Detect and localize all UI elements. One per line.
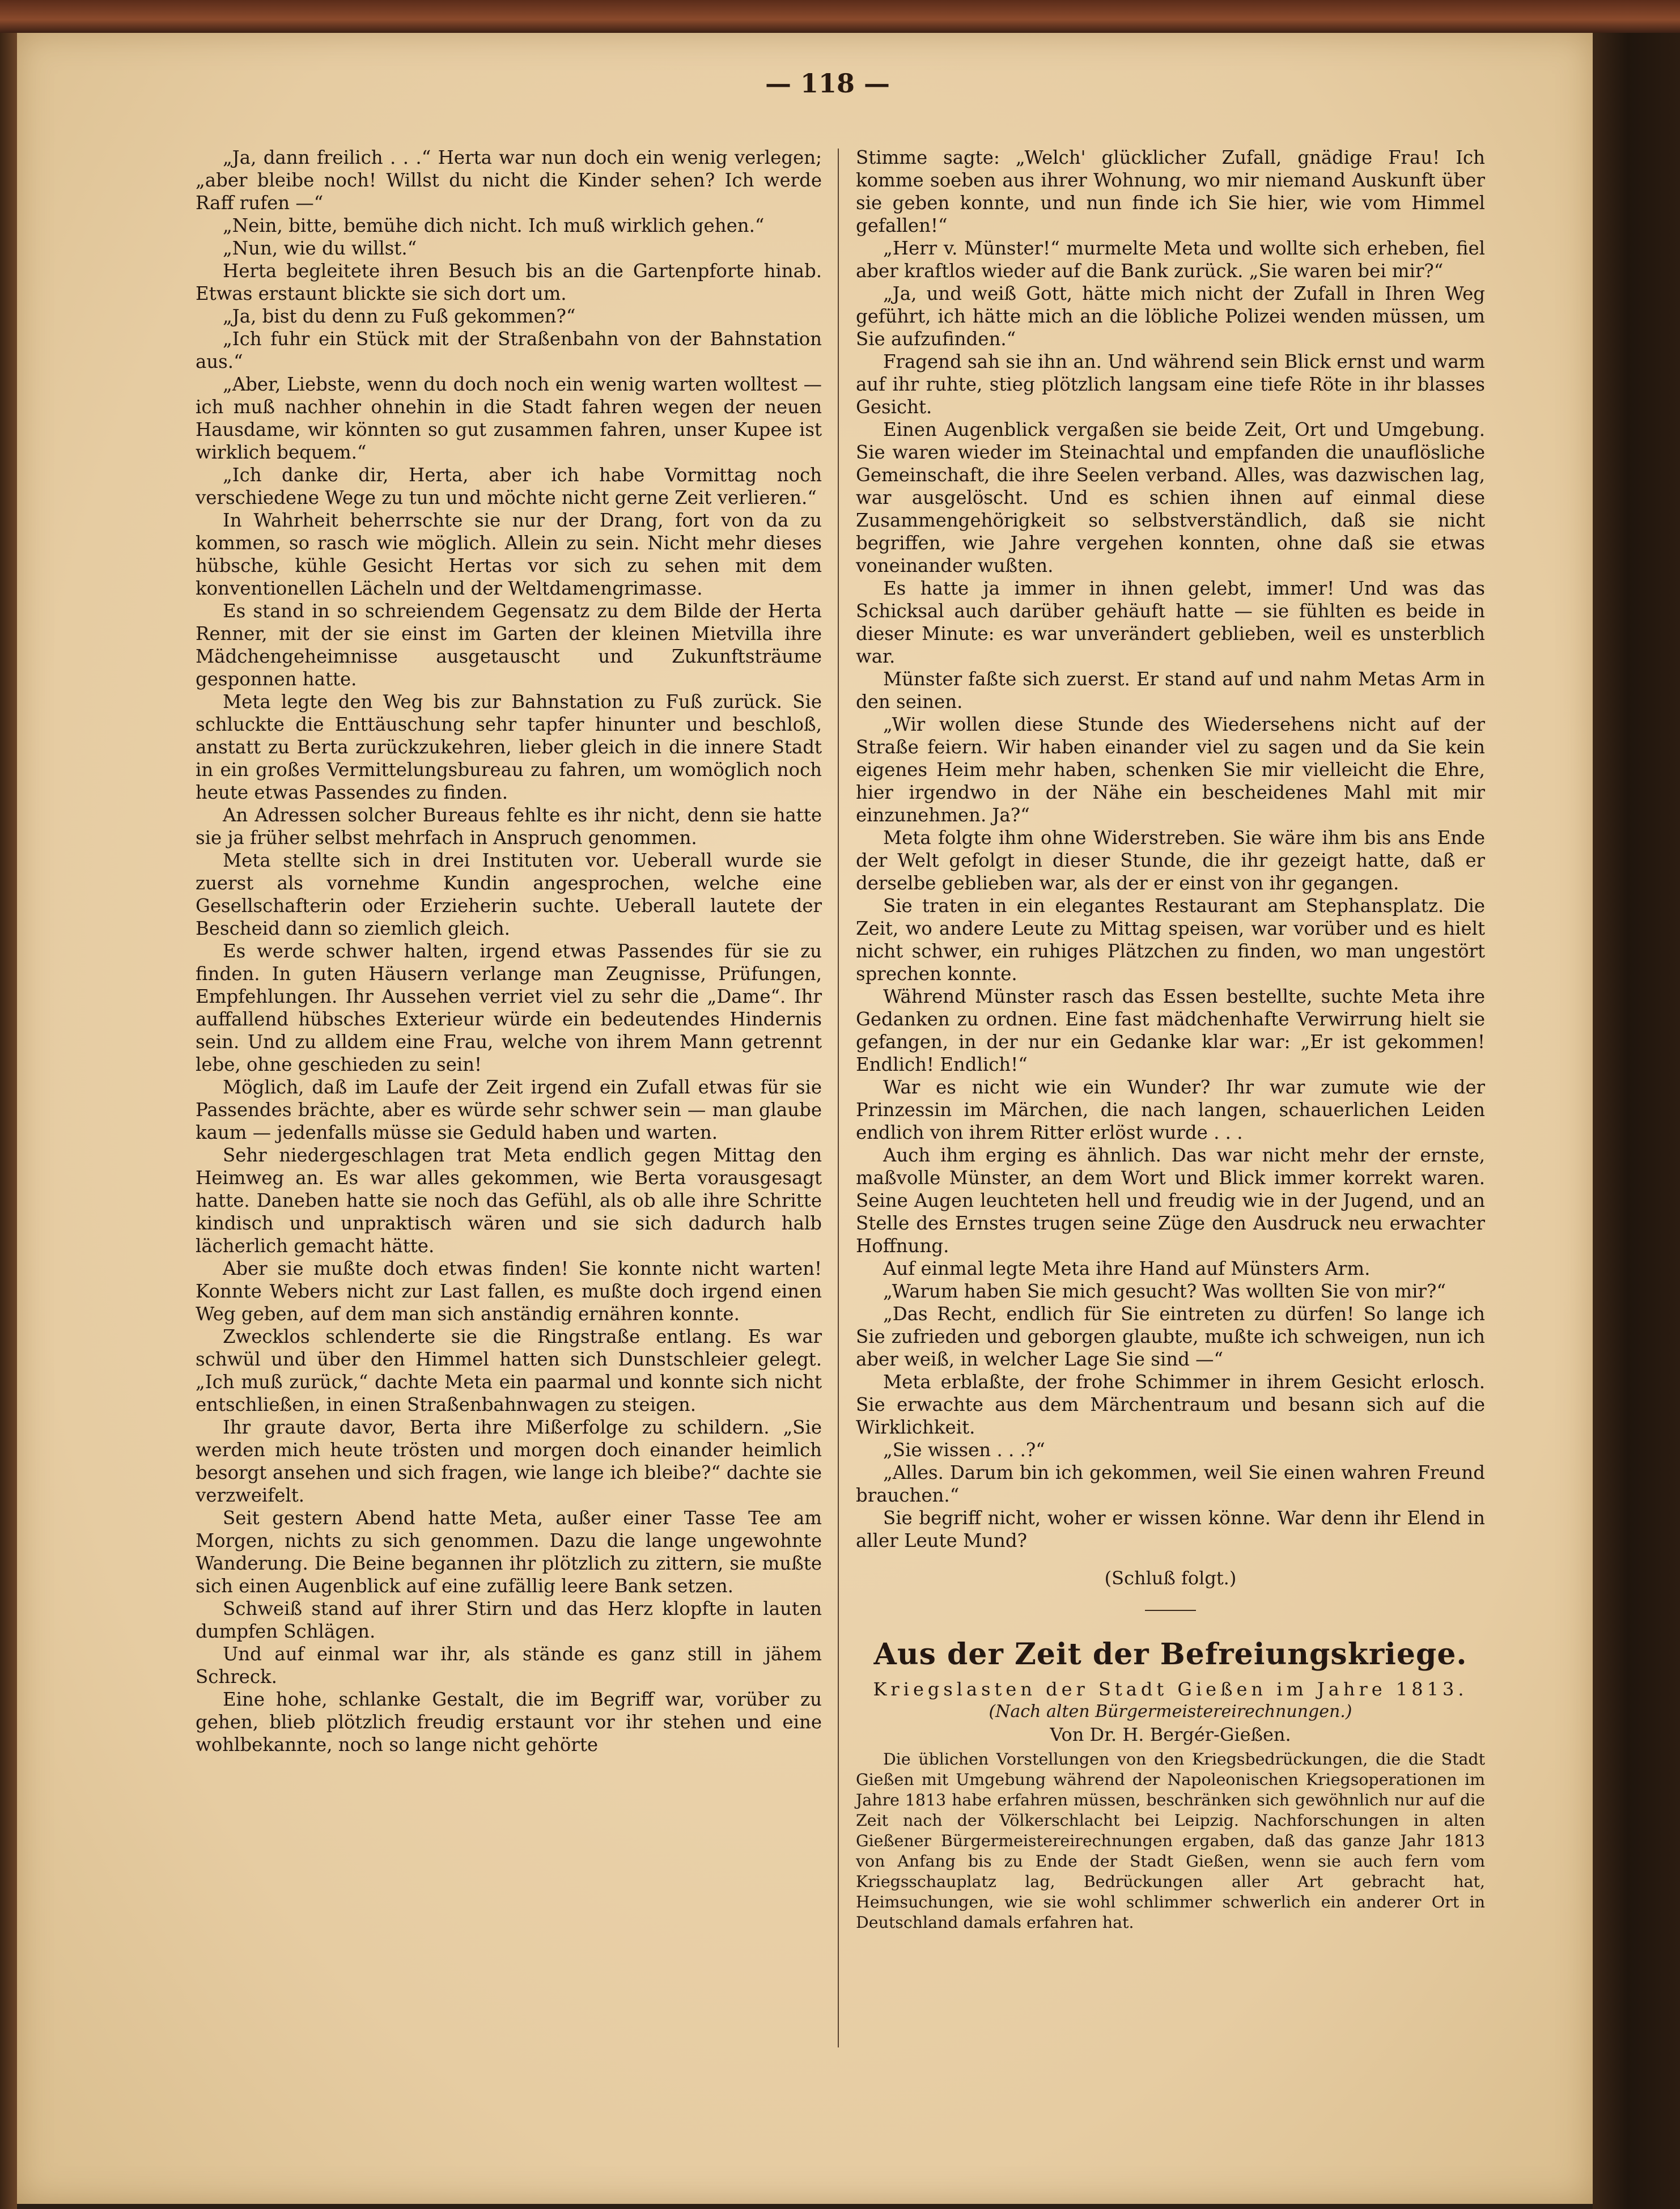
paragraph: Sie begriff nicht, woher er wissen könne. War denn ihr Elend in aller Leute Mund? — [856, 1507, 1485, 1551]
paragraph: Seit gestern Abend hatte Meta, außer einer Tasse Tee am Morgen, nichts zu sich genommen. Dazu die lange ungewohnte Wanderung. Die Beine begannen ihr plötzlich zu zittern, sie mußte sich einen Augenblick auf eine zufällig leere Bank setzen. — [196, 1507, 822, 1597]
paragraph: „Sie wissen . . .?“ — [883, 1439, 1045, 1461]
paragraph: „Wir wollen diese Stunde des Wiedersehens nicht auf der Straße feiern. Wir haben einander viel zu sagen und da Sie kein eigenes Heim mehr haben, schenken Sie mir vielleicht die Ehre, hier irgendwo in der Nähe ein bescheidenes Mahl mit mir einzunehmen. Ja?“ — [856, 714, 1485, 826]
paragraph: Meta legte den Weg bis zur Bahnstation zu Fuß zurück. Sie schluckte die Enttäuschung sehr tapfer hinunter und beschloß, anstatt zu Berta zurückzukehren, lieber gleich in die innere Stadt in ein großes Vermittelungsbureau zu fahren, um womöglich noch heute etwas Passendes zu finden. — [196, 691, 822, 803]
paragraph: „Ja, dann freilich . . .“ Herta war nun doch ein wenig verlegen; „aber bleibe noch! Willst du nicht die Kinder sehen? Ich werde Raff rufen —“ — [196, 147, 822, 214]
paragraph: Ihr graute davor, Berta ihre Mißerfolge zu schildern. „Sie werden mich heute trösten und morgen doch einander heimlich besorgt ansehen und sich fragen, wie lange ich bleibe?“ dachte sie verzweifelt. — [196, 1417, 822, 1506]
paragraph: „Ich danke dir, Herta, aber ich habe Vormittag noch verschiedene Wege zu tun und möchte nicht gerne Zeit verlieren.“ — [196, 464, 822, 508]
paragraph: War es nicht wie ein Wunder? Ihr war zumute wie der Prinzessin im Märchen, die nach langen, schauerlichen Leiden endlich von ihrem Ritter erlöst wurde . . . — [856, 1076, 1485, 1143]
paragraph: Stimme sagte: „Welch' glücklicher Zufall, gnädige Frau! Ich komme soeben aus ihrer Wohnung, wo mir niemand Auskunft über sie geben konnte, und nun finde ich Sie hier, wie vom Himmel gefallen!“ — [856, 147, 1485, 236]
book-binding-right — [1593, 33, 1680, 2209]
column-divider — [838, 149, 839, 2047]
paragraph: Einen Augenblick vergaßen sie beide Zeit, Ort und Umgebung. Sie waren wieder im Steinachtal und empfanden die unauflösliche Gemeinschaft, die ihre Seelen verband. Alles, was dazwischen lag, war ausgelöscht. Und es schien ihnen auf einmal diese Zusammengehörigkeit so selbstverständlich, daß sie nicht begriffen, wie Jahre vergehen konnten, ohne daß sie etwas voneinander wußten. — [856, 419, 1485, 576]
paragraph: Und auf einmal war ihr, als stände es ganz still in jähem Schreck. — [196, 1643, 822, 1688]
paragraph: Während Münster rasch das Essen bestellte, suchte Meta ihre Gedanken zu ordnen. Eine fast mädchenhafte Verwirrung hielt sie gefangen, in der nur ein Gedanke klar war: „Er ist gekommen! Endlich! Endlich!“ — [856, 986, 1485, 1075]
paragraph: Meta folgte ihm ohne Widerstreben. Sie wäre ihm bis ans Ende der Welt gefolgt in dieser Stunde, die ihr gezeigt hatte, daß er derselbe geblieben war, als der er einst von ihr gegangen. — [856, 827, 1485, 894]
paragraph: „Herr v. Münster!“ murmelte Meta und wollte sich erheben, fiel aber kraftlos wieder auf die Bank zurück. „Sie waren bei mir?“ — [856, 238, 1485, 282]
book-gutter-left — [0, 33, 17, 2209]
paragraph: „Ja, und weiß Gott, hätte mich nicht der Zufall in Ihren Weg geführt, ich hätte mich an die löbliche Polizei wenden müssen, um Sie aufzufinden.“ — [856, 283, 1485, 350]
paragraph: Fragend sah sie ihn an. Und während sein Blick ernst und warm auf ihr ruhte, stieg plötzlich langsam eine tiefe Röte in ihr blasses Gesicht. — [856, 351, 1485, 418]
paragraph: „Alles. Darum bin ich gekommen, weil Sie einen wahren Freund brauchen.“ — [856, 1462, 1485, 1506]
paragraph: Es hatte ja immer in ihnen gelebt, immer! Und was das Schicksal auch darüber gehäuft hatte — sie fühlten es beide in dieser Minute: es war unverändert geblieben, weil es unsterblich war. — [856, 578, 1485, 667]
paragraph: Münster faßte sich zuerst. Er stand auf und nahm Metas Arm in den seinen. — [856, 668, 1485, 713]
book-binding-top — [0, 0, 1680, 33]
paragraph: „Warum haben Sie mich gesucht? Was wollten Sie von mir?“ — [883, 1281, 1446, 1302]
paragraph: „Nein, bitte, bemühe dich nicht. Ich muß wirklich gehen.“ — [223, 215, 765, 236]
paragraph: „Ja, bist du denn zu Fuß gekommen?“ — [223, 306, 576, 327]
paragraph: Es stand in so schreiendem Gegensatz zu dem Bilde der Herta Renner, mit der sie einst im Garten der kleinen Mietvilla ihre Mädchengeheimnisse ausgetauscht und Zukunftsträume gesponnen hatte. — [196, 600, 822, 690]
left-column — [196, 146, 822, 1756]
paragraph: Sehr niedergeschlagen trat Meta endlich gegen Mittag den Heimweg an. Es war alles gekommen, wie Berta vorausgesagt hatte. Daneben hatte sie noch das Gefühl, als ob alle ihre Schritte kindisch und unpraktisch wären und sie sich dadurch halb lächerlich gemacht hätte. — [196, 1144, 822, 1257]
paragraph: Zwecklos schlenderte sie die Ringstraße entlang. Es war schwül und über den Himmel hatten sich Dunstschleier gelegt. „Ich muß zurück,“ dachte Meta ein paarmal und konnte sich nicht entschließen, in einen Straßenbahnwagen zu steigen. — [196, 1326, 822, 1415]
article-separator — [1145, 1610, 1196, 1611]
article-headline: Aus der Zeit der Befreiungskriege. — [873, 1637, 1467, 1672]
article-subnote: (Nach alten Bürgermeistereirechnungen.) — [989, 1702, 1352, 1722]
paragraph: „Nun, wie du willst.“ — [223, 238, 417, 259]
paragraph: Es werde schwer halten, irgend etwas Passendes für sie zu finden. In guten Häusern verlange man Zeugnisse, Prüfungen, Empfehlungen. Ihr Aussehen verriet viel zu sehr die „Dame“. Ihr auffallend hübsches Exterieur würde ein bedeutendes Hindernis sein. Und zu alldem eine Frau, welche von ihrem Mann getrennt lebe, ohne geschieden zu sein! — [196, 940, 822, 1075]
paragraph: Auch ihm erging es ähnlich. Das war nicht mehr der ernste, maßvolle Münster, an dem Wort und Blick immer korrekt waren. Seine Augen leuchteten hell und freudig wie in der Jugend, und an Stelle des Ernstes trugen seine Züge den Ausdruck neu erwachter Hoffnung. — [856, 1144, 1485, 1257]
article-subtitle: Kriegslasten der Stadt Gießen im Jahre 1813. — [873, 1678, 1468, 1700]
paragraph: Schweiß stand auf ihrer Stirn und das Herz klopfte in lauten dumpfen Schlägen. — [196, 1598, 822, 1642]
paragraph: Sie traten in ein elegantes Restaurant am Stephansplatz. Die Zeit, wo andere Leute zu Mittag speisen, war vorüber und es hielt nicht schwer, ein ruhiges Plätzchen zu finden, wo man ungestört sprechen konnte. — [856, 895, 1485, 985]
paragraph: Eine hohe, schlanke Gestalt, die im Begriff war, vorüber zu gehen, blieb plötzlich freudig erstaunt vor ihr stehen und eine wohlbekannte, noch so lange nicht gehörte — [196, 1689, 822, 1756]
paragraph: „Aber, Liebste, wenn du doch noch ein wenig warten wolltest — ich muß nachher ohnehin in die Stadt fahren wegen der neuen Hausdame, wir könnten so gut zusammen fahren, unser Kupee ist wirklich bequem.“ — [196, 374, 822, 463]
article-byline: Von Dr. H. Bergér-Gießen. — [1050, 1724, 1291, 1745]
paragraph: Auf einmal legte Meta ihre Hand auf Münsters Arm. — [883, 1258, 1371, 1279]
paragraph: Meta erblaßte, der frohe Schimmer in ihrem Gesicht erlosch. Sie erwachte aus dem Märchentraum und besann sich auf die Wirklichkeit. — [856, 1371, 1485, 1438]
article-body: Die üblichen Vorstellungen von den Kriegsbedrückungen, die die Stadt Gießen mit Umgebung während der Napoleonischen Kriegsoperationen im Jahre 1813 habe erfahren müssen, beschränken sich gewöhnlich nur auf die Zeit nach der Völkerschlacht bei Leipzig. Nachforschungen in alten Gießener Bürgermeistereirechnungen ergaben, daß das ganze Jahr 1813 von Anfang bis zu Ende der Stadt Gießen, wenn sie auch fern vom Kriegsschauplatz lag, Bedrückungen aller Art gebracht hat, Heimsuchungen, wie sie wohl schlimmer schwerlich ein anderer Ort in Deutschland damals erfahren hat. — [856, 1750, 1485, 1932]
paragraph: „Das Recht, endlich für Sie eintreten zu dürfen! So lange ich Sie zufrieden und geborgen glaubte, mußte ich schweigen, nun ich aber weiß, in welcher Lage Sie sind —“ — [856, 1303, 1485, 1370]
paragraph: Meta stellte sich in drei Instituten vor. Ueberall wurde sie zuerst als vornehme Kundin angesprochen, welche eine Gesellschafterin oder Erzieherin suchte. Ueberall lautete der Bescheid dann so ziemlich gleich. — [196, 850, 822, 939]
paragraph: Möglich, daß im Laufe der Zeit irgend ein Zufall etwas für sie Passendes brächte, aber es würde sehr schwer sein — man glaube kaum — jedenfalls müsse sie Geduld haben und warten. — [196, 1076, 822, 1143]
page-number: — 118 — — [765, 68, 890, 99]
paragraph: An Adressen solcher Bureaus fehlte es ihr nicht, denn sie hatte sie ja früher selbst mehrfach in Anspruch genommen. — [196, 804, 822, 849]
paragraph: Aber sie mußte doch etwas finden! Sie konnte nicht warten! Konnte Webers nicht zur Last fallen, es mußte doch irgend einen Weg geben, auf dem man sich anständig ernähren konnte. — [196, 1258, 822, 1325]
right-column — [856, 146, 1485, 1933]
paragraph: Herta begleitete ihren Besuch bis an die Gartenpforte hinab. Etwas erstaunt blickte sie sich dort um. — [196, 260, 822, 304]
paragraph: In Wahrheit beherrschte sie nur der Drang, fort von da zu kommen, so rasch wie möglich. Allein zu sein. Nicht mehr dieses hübsche, kühle Gesicht Hertas vor sich zu sehen mit dem konventionellen Lächeln und der Weltdamengrimasse. — [196, 510, 822, 599]
paragraph: „Ich fuhr ein Stück mit der Straßenbahn von der Bahnstation aus.“ — [196, 328, 822, 372]
continuation-note: (Schluß folgt.) — [1104, 1567, 1237, 1589]
